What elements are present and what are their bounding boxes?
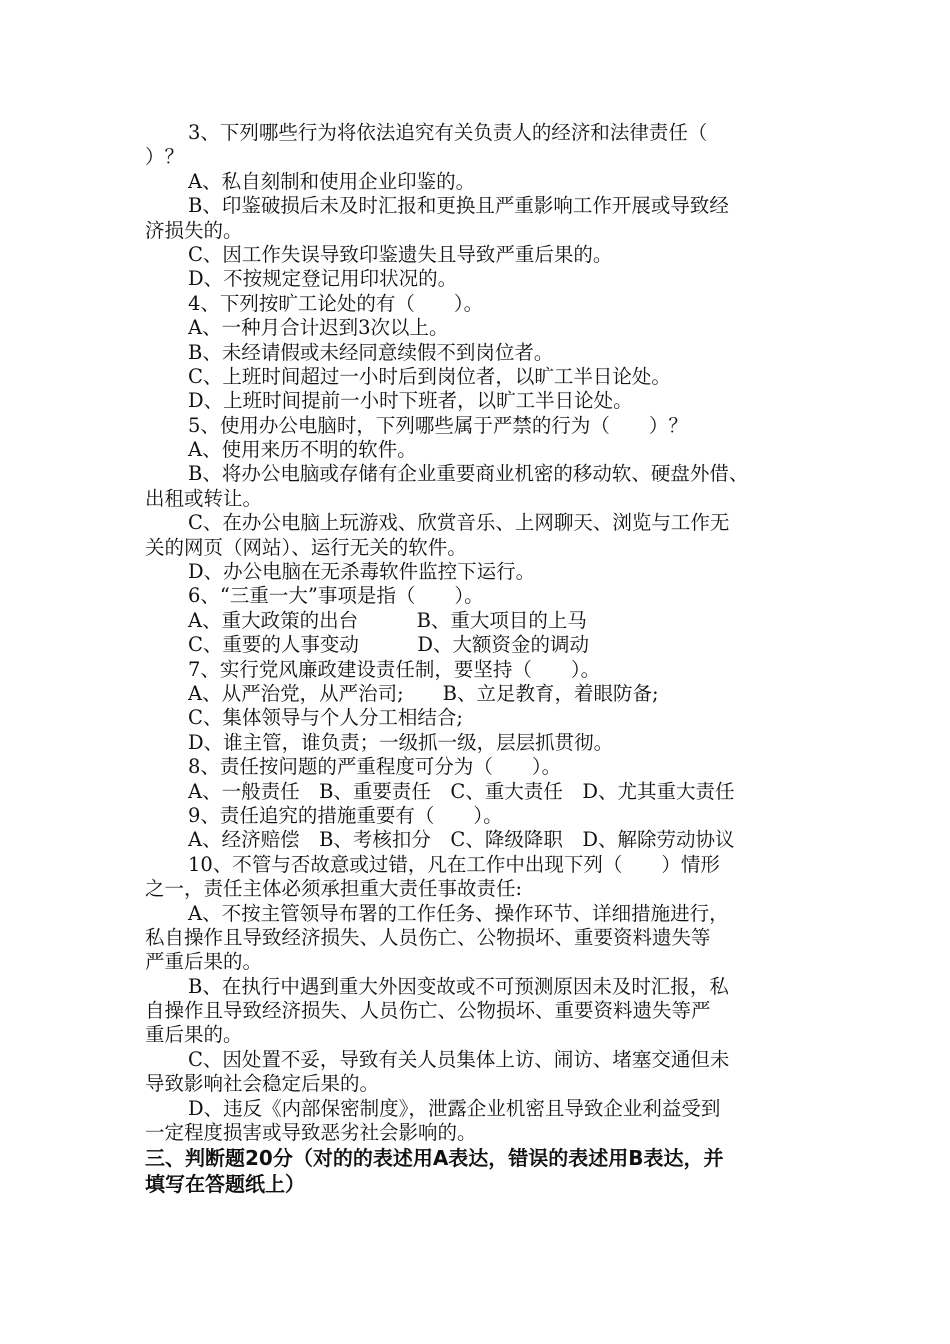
text-line: A、经济赔偿 B、考核扣分 C、降级降职 D、解除劳动协议 xyxy=(188,828,735,852)
text-line: B、在执行中遇到重大外因变故或不可预测原因未及时汇报，私 xyxy=(188,974,729,998)
text-line: 重后果的。 xyxy=(145,1023,243,1047)
text-line: C、因工作失误导致印鉴遗失且导致严重后果的。 xyxy=(188,242,613,266)
text-line: 9、责任追究的措施重要有（ ）。 xyxy=(188,803,503,827)
text-line: A、私自刻制和使用企业印鉴的。 xyxy=(188,169,476,193)
text-line: 6、“三重一大”事项是指（ ）。 xyxy=(188,584,484,608)
text-line: D、不按规定登记用印状况的。 xyxy=(188,267,458,291)
document-body xyxy=(145,121,810,1197)
section-heading-line: 三、判断题20分（对的的表述用A表达，错误的表述用B表达，并 xyxy=(145,1146,724,1171)
text-line: 4、下列按旷工论处的有（ ）。 xyxy=(188,291,484,315)
text-line: 严重后果的。 xyxy=(145,950,263,974)
text-line: 济损失的。 xyxy=(145,218,243,242)
text-line: C、在办公电脑上玩游戏、欣赏音乐、上网聊天、浏览与工作无 xyxy=(188,511,730,535)
text-line: A、一般责任 B、重要责任 C、重大责任 D、尤其重大责任 xyxy=(188,779,735,803)
text-line: D、上班时间提前一小时下班者，以旷工半日论处。 xyxy=(188,389,633,413)
text-line: 7、实行党风廉政建设责任制，要坚持（ ）。 xyxy=(188,657,601,681)
text-line: D、违反《内部保密制度》，泄露企业机密且导致企业利益受到 xyxy=(188,1096,721,1120)
text-line: 5、使用办公电脑时，下列哪些属于严禁的行为（ ）？ xyxy=(188,413,688,437)
text-line: C、重要的人事变动 D、大额资金的调动 xyxy=(188,633,590,657)
text-line: B、未经请假或未经同意续假不到岗位者。 xyxy=(188,340,554,364)
text-line: C、上班时间超过一小时后到岗位者，以旷工半日论处。 xyxy=(188,364,671,388)
text-line: 私自操作且导致经济损失、人员伤亡、公物损坏、重要资料遗失等 xyxy=(145,925,711,949)
text-line: 3、下列哪些行为将依法追究有关负责人的经济和法律责任（ xyxy=(188,121,708,144)
text-line: 一定程度损害或导致恶劣社会影响的。 xyxy=(145,1121,477,1145)
text-line: D、谁主管，谁负责；一级抓一级，层层抓贯彻。 xyxy=(188,730,614,754)
text-line: 导致影响社会稳定后果的。 xyxy=(145,1072,380,1096)
text-line: B、将办公电脑或存储有企业重要商业机密的移动软、硬盘外借、 xyxy=(188,462,749,486)
text-line: A、不按主管领导布署的工作任务、操作环节、详细措施进行， xyxy=(188,901,729,925)
text-line: 8、责任按问题的严重程度可分为（ ）。 xyxy=(188,755,562,779)
text-line: 之一，责任主体必须承担重大责任事故责任: xyxy=(145,877,523,901)
text-line: 出租或转让。 xyxy=(145,486,263,510)
text-line: B、印鉴破损后未及时汇报和更换且严重影响工作开展或导致经 xyxy=(188,194,729,218)
text-line: C、因处置不妥，导致有关人员集体上访、闹访、堵塞交通但未 xyxy=(188,1047,730,1071)
text-line: C、集体领导与个人分工相结合; xyxy=(188,706,463,730)
text-line: D、办公电脑在无杀毒软件监控下运行。 xyxy=(188,560,536,584)
text-line: A、从严治党，从严治司; B、立足教育，着眼防备; xyxy=(188,681,659,705)
text-line: A、一种月合计迟到3次以上。 xyxy=(188,316,449,340)
text-line: A、重大政策的出台 B、重大项目的上马 xyxy=(188,608,587,632)
text-line: 自操作且导致经济损失、人员伤亡、公物损坏、重要资料遗失等严 xyxy=(145,999,711,1023)
text-line: 关的网页（网站）、运行无关的软件。 xyxy=(145,535,467,559)
text-line: ）？ xyxy=(145,145,185,169)
text-line: A、使用来历不明的软件。 xyxy=(188,438,417,462)
section-heading-line: 填写在答题纸上） xyxy=(145,1172,305,1197)
text-line: 10、不管与否故意或过错，凡在工作中出现下列（ ）情形 xyxy=(188,852,720,876)
